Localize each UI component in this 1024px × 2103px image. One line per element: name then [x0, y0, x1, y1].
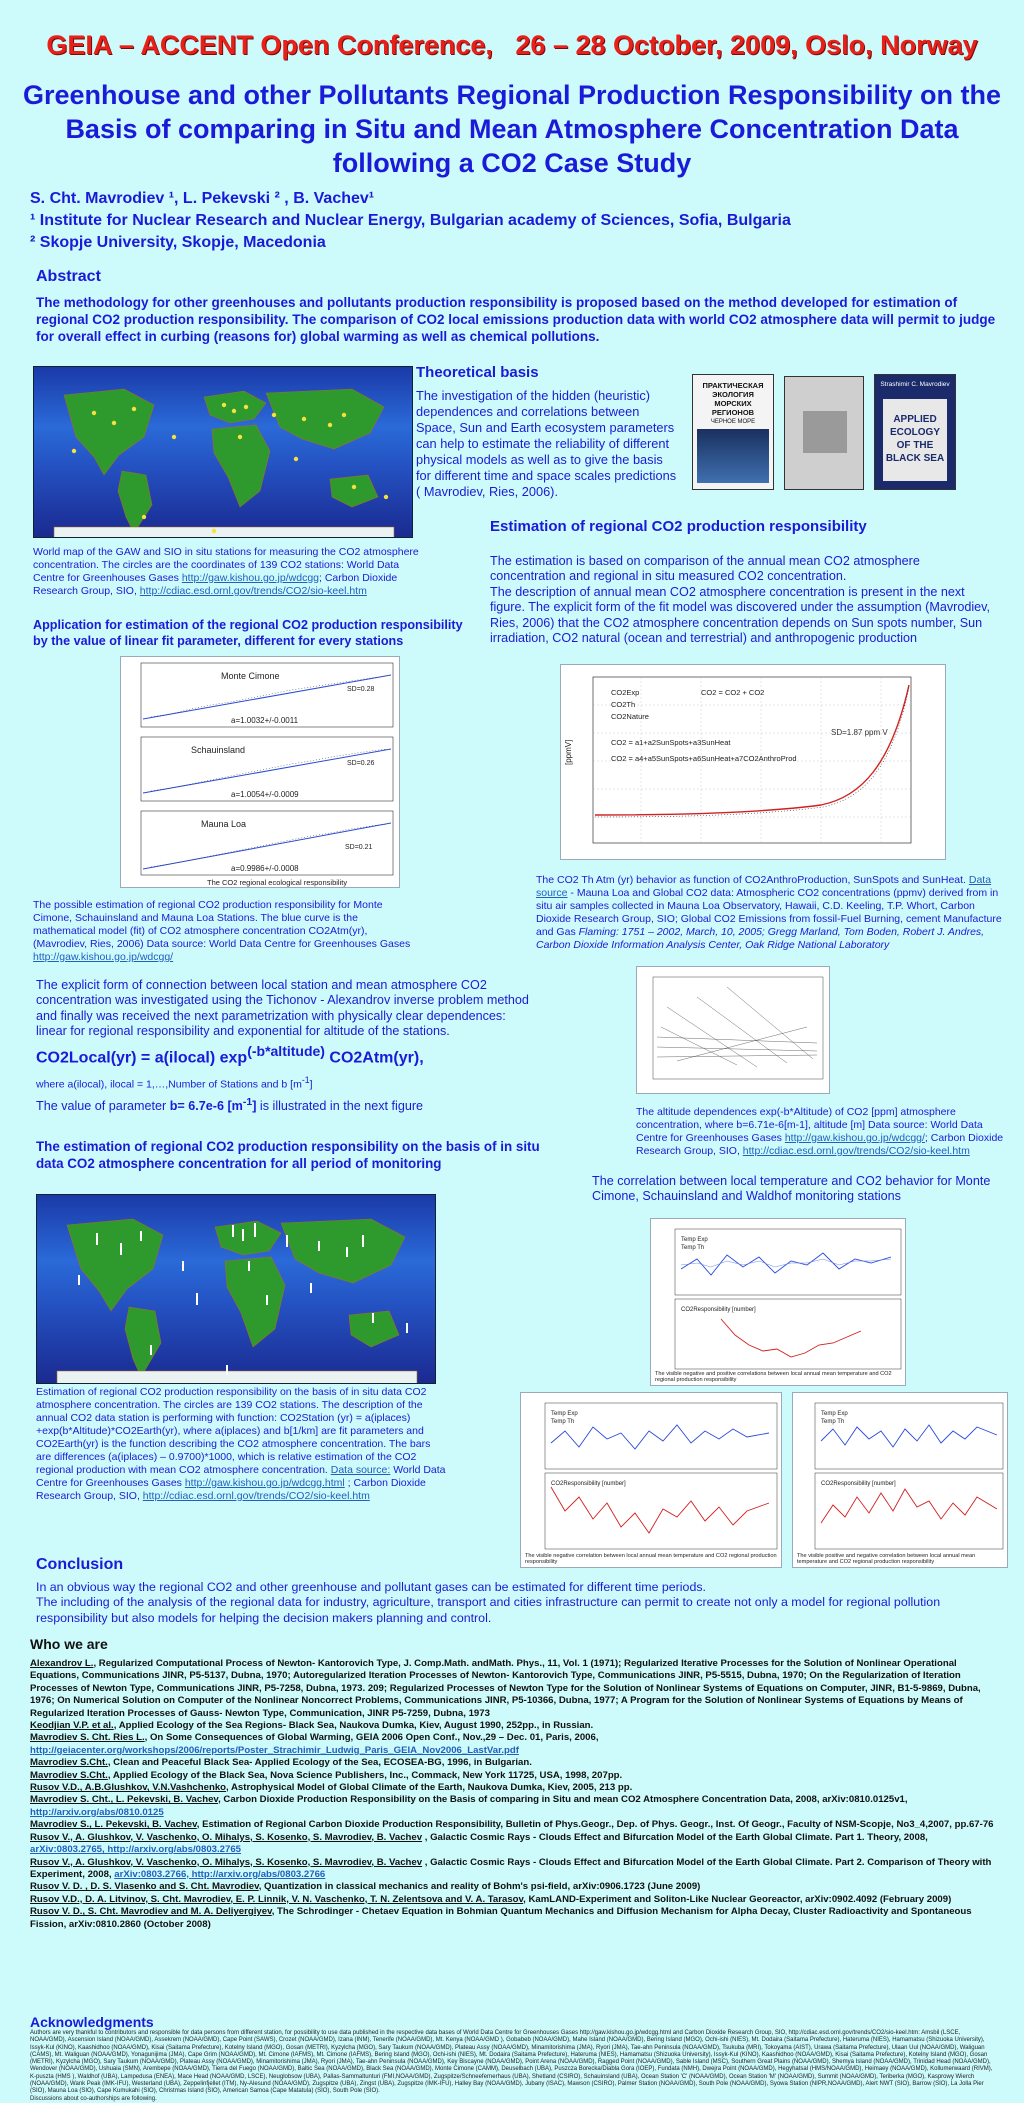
data-points: [151, 749, 387, 791]
application-heading: Application for estimation of the regional CO2 production responsibility by the value of linear fit parameter, different for every stations: [33, 618, 463, 648]
svg-text:CO2Exp: CO2Exp: [611, 688, 640, 697]
monte-cimone-correlation-chart: [650, 1218, 906, 1386]
reference-text: , Estimation of Regional Carbon Dioxide Production Responsibility, Bulletin of Phys.Geogr., Dep. of Phys. Geogr., Inst. Of Geogr., Faculty of NSM-Scopje, No3_4,2007, pp.67-76: [196, 1819, 994, 1831]
svg-text:CO2 = CO2 + CO2: CO2 = CO2 + CO2: [701, 688, 765, 697]
waldhof-correlation-chart: [792, 1392, 1008, 1568]
svg-text:CO2 = a4+a5SunSpots+a6SunHeat+: CO2 = a4+a5SunSpots+a6SunHeat+a7CO2AnthroProd: [611, 754, 797, 763]
co2-resp-line: [721, 1319, 861, 1357]
reference-author: Alexandrov L.: [30, 1658, 94, 1669]
reference-text: , Galactic Cosmic Rays - Clouds Effect and Bifurcation Model of the Earth Global Climate. Part 1. Theory, 2008,: [422, 1831, 928, 1843]
formula-where: where a(ilocal), ilocal = 1,…,Number of Stations and b $[m^{-1}]$: [36, 1075, 313, 1091]
reference-item: [30, 1832, 998, 1857]
correlation-top-caption: The visible negative and positive correlations between local annual mean temperature and CO2 regional production responsibility: [655, 1371, 892, 1384]
co2-fit-curve: [595, 685, 909, 815]
book-cover-photo: [803, 411, 847, 453]
panel-mauna-loa: [141, 811, 393, 875]
co2-atm-chart: [560, 664, 946, 860]
temp-exp-line: [551, 1425, 769, 1449]
svg-text:CO2 = a1+a2SunSpots+a3SunHeat: CO2 = a1+a2SunSpots+a3SunHeat: [611, 738, 731, 747]
reference-link[interactable]: http://arxiv.org/abs/0810.0125: [30, 1806, 164, 1818]
legend-temp-th: Temp Th: [821, 1419, 845, 1425]
reference-text: , The Schrodinger - Chetaev Equation in Bohmian Quantum Mechanics and Diffusion Mechanism for Alpha Decay, Cluster Radioactivity and Spontaneous Fission, arXiv:0810.2860 (October 2008): [30, 1906, 972, 1930]
co2-atm-svg: [561, 665, 947, 861]
reference-item: [30, 1732, 998, 1757]
reference-item: [30, 1658, 998, 1720]
reference-item: [30, 1770, 998, 1782]
correlation-right-svg: [793, 1393, 1009, 1555]
map1-caption: World map of the GAW and SIO in situ stations for measuring the CO2 atmosphere concentration. The circles are the coordinates of 139 CO2 stations: World Data Centre for Greenhouses Gases http://gaw.kishou.go.jp/wdcgg; Carbon Dioxide Research Group, SIO, http://cdiac.esd.ornl.gov/trends/CO2/sio-keel.htm: [33, 546, 419, 597]
legend-formulas: [611, 688, 797, 763]
fit-line: [143, 675, 391, 719]
affiliation-1: ¹ Institute for Nuclear Research and Nuclear Energy, Bulgarian academy of Sciences, Sofia, Bulgaria: [30, 212, 791, 229]
author-block: [30, 188, 990, 254]
correlation-heading: The correlation between local temperature and CO2 behavior for Monte Cimone, Schauinsland and Waldhof monitoring stations: [592, 1174, 991, 1204]
reference-text: , Applied Ecology of the Sea Regions- Black Sea, Naukova Dumka, Kiev, August 1990, 252pp., in Russian.: [113, 1720, 594, 1732]
reference-author: Rusov V.D., D. A. Litvinov, S. Cht. Mavrodiev, E. P. Linnik, V. N. Vaschenko, T. N. Zelentsova and V. A. Tarasov: [30, 1893, 524, 1905]
abstract-text: The methodology for other greenhouses and pollutants production responsibility is proposed based on the method developed for estimation of regional CO2 production responsibility. The comparison of CO2 local emissions production data with world CO2 atmosphere data will permit to judge for overall effect in curbing (reasons for) global warming as well as chemical pollutions.: [36, 295, 996, 344]
reference-item: [30, 1782, 998, 1794]
station-name: Schauinsland: [191, 745, 246, 755]
station-formula: a=1.0054+/-0.0009: [231, 790, 299, 799]
legend-resp: CO2Responsibility [number]: [821, 1481, 896, 1487]
reference-text: , Regularized Computational Process of Newton- Kantorovich Type, J. Comp.Math. andMath. Phys., 11, Vol. 1 (1971); Regularized Iterative Processes for the Solution of Nonlinear Operational Equations, Communications JINR, P5-5137, Dubna, 1970; Autoregularized Iteration Processes of Newton- Kantorovich Type, Communications JINR, P5-5515, Dubna, 1970; On the Regularization of Iteration Processes of Newton Type, Communications JINR, P5-7258, Dubna, 1973. 209; Regularized Processes of Newton Type for the Solution of Nonlinear Systems of Equations on Computer, JINR, B1-5-9869, Dubna, 1976; On Numerical Solution on Computer of the Nonlinear Noncorrect Problems, Communications JINR, P5-10366, Dubna, 1977; A Program for the Solution of Nonlinear Systems of Equations by Means of Regularized Iteration Processes of Gauss- Newton Type, Communication, JINR P5-7259, Dubna, 1973: [30, 1658, 981, 1719]
continents: [54, 389, 394, 538]
reference-item: [30, 1857, 998, 1882]
correlation-top-svg: [651, 1219, 907, 1375]
book-cover-clean-black-sea: [784, 376, 864, 490]
cdiac-link[interactable]: http://cdiac.esd.ornl.gov/trends/CO2/sio-keel.htm: [742, 1145, 970, 1157]
reference-item: [30, 1794, 998, 1819]
station-sd: SD=0.28: [347, 686, 375, 693]
reference-author: Rusov V., A. Glushkov, V. Vaschenko, O. Mihalys, S. Kosenko, S. Mavrodiev, B. Vachev: [30, 1831, 423, 1843]
conclusion-paragraph-1: In an obvious way the regional CO2 and other greenhouse and pollutant gases can be estimated for different time periods.: [36, 1580, 706, 1594]
reference-author: Rusov V. D., S. Cht. Mavrodiev and M. A. Deliyergiyev: [30, 1906, 272, 1918]
theory-text: The investigation of the hidden (heuristic) dependences and correlations between Space, Sun and Earth ecosystem parameters can help to estimate the reliability of different physical models as well as to give the basis for different time and space scales predictions ( Mavrodiev, Ries, 2006).: [416, 388, 677, 499]
reference-link[interactable]: http://geiacenter.org/workshops/2006/reports/Poster_Strachimir_Ludwig_Paris_GEIA_Nov2006_LastVar.pdf: [30, 1744, 519, 1756]
book-cover-art: [697, 429, 769, 483]
correlation-left-svg: [521, 1393, 783, 1555]
correlation-right-caption: The visible positive and negative correlation between local annual mean temperature and CO2 regional production responsibility: [797, 1553, 976, 1566]
chart-sd-label: SD=1.87 ppm V: [831, 728, 888, 737]
altitude-scatter: [657, 987, 817, 1067]
co2-resp-line: [821, 1489, 997, 1523]
reference-text: , KamLAND-Experiment and Soliton-Like Nuclear Georeactor, arXiv:0902.4092 (February 2009): [523, 1893, 952, 1905]
authors: S. Cht. Mavrodiev ¹, L. Pekevski ² , B. Vachev¹: [30, 190, 375, 207]
wdcgg-link[interactable]: http://gaw.kishou.go.jp/wdcgg.html: [184, 1477, 345, 1489]
chart-ylabel: [ppmV]: [564, 739, 573, 765]
reference-item: [30, 1819, 998, 1831]
temp-panel: [545, 1403, 777, 1469]
altitude-chart: [636, 966, 830, 1094]
correlation-left-caption: The visible negative correlation between local annual mean temperature and CO2 regional production responsibility: [525, 1553, 777, 1566]
references-list: [30, 1658, 998, 1931]
world-map-svg: [34, 367, 413, 538]
model-formula: CO2Local(yr) = a(ilocal) $\exp^{(-b*altitude)} CO2Atm(yr)$,: [36, 1043, 424, 1067]
panel-monte-cimone: [141, 663, 393, 727]
parameter-b-text: The value of parameter b= 6.7e-6 $[m^{-1}]$ is illustrated in the next figure: [36, 1096, 424, 1114]
poster-title: Greenhouse and other Pollutants Regional Production Responsibility on the Basis of comparing in Situ and Mean Atmosphere Concentration Data following a CO2 Case Study: [22, 80, 1002, 178]
application-caption: The possible estimation of regional CO2 production responsibility for Monte Cimone, Schauinsland and Mauna Loa Stations. The blue curve is the mathematical model (fit) of CO2 atmosphere concentration CO2Atm(yr), (Mavrodiev, Ries, 2006) Data source: World Data Centre for Greenhouses Gases http://gaw.kishou.go.jp/wdcgg/: [33, 899, 411, 963]
legend-temp-exp: Temp Exp: [821, 1411, 848, 1417]
legend-resp: CO2Responsibility [number]: [551, 1481, 626, 1487]
reference-item: [30, 1906, 998, 1931]
acknowledgments-heading: Acknowledgments: [30, 2014, 154, 2030]
reference-text: , Carbon Dioxide Production Responsibility on the Basis of comparing in Situ and mean CO2 Atmosphere Concentration Data, 2008, arXiv:0810.0125v1,: [218, 1794, 908, 1806]
legend-resp: CO2Responsibility [number]: [681, 1307, 756, 1313]
reference-author: Mavrodiev S. Cht., L. Pekevski, B. Vachev: [30, 1794, 219, 1806]
who-heading: Who we are: [30, 1636, 108, 1652]
svg-text:CO2Th: CO2Th: [611, 700, 636, 709]
reference-text: , Clean and Peaceful Black Sea- Applied Ecology of the Sea, ECOSEA-BG, 1996, in Bulgarian.: [107, 1757, 532, 1769]
responsibility-world-map: [36, 1194, 436, 1384]
wdcgg-link[interactable]: http://gaw.kishou.go.jp/wdcgg/: [784, 1132, 925, 1144]
reference-link[interactable]: arXiv:0803.2766, http://arxiv.org/abs/0803.2766: [114, 1868, 326, 1880]
data-source-link[interactable]: Data source: [536, 874, 992, 899]
reference-author: Mavrodiev S. Cht. Ries L.: [30, 1732, 145, 1744]
estimation-text: The estimation is based on comparison of the annual mean CO2 atmosphere concentration and regional in situ measured CO2 concentration. The description of annual mean CO2 atmosphere concentration is present in the next figure. The explicit form of the fit model was discovered under the assumption (Mavrodiev, Ries, 2006) that the CO2 atmosphere concentration depends on Sun spots number, Sun irradiation, CO2 natural (ocean and terrestrial) and anthropogenic production: [490, 554, 991, 646]
reference-author: Rusov V., A. Glushkov, V. Vaschenko, O. Mihalys, S. Kosenko, S. Mavrodiev, B. Vachev: [30, 1856, 423, 1868]
plot-frame: [653, 977, 823, 1079]
abstract-heading: Abstract: [36, 268, 101, 285]
station-sd: SD=0.21: [345, 844, 373, 851]
reference-text: , Astrophysical Model of Global Climate of the Earth, Naukova Dumka, Kiev, 2005, 213 pp.: [226, 1782, 633, 1794]
wdcgg-link[interactable]: http://gaw.kishou.go.jp/wdcgg/: [33, 951, 174, 963]
co2-data-curve: [595, 687, 909, 817]
co2-atm-caption: The CO2 Th Atm (yr) behavior as function of CO2AnthroProduction, SunSpots and SunHeat. Data source - Mauna Loa and Global CO2 data: Atmospheric CO2 concentrations (ppmv) derived from in situ air samples collected in Mauna Loa Observatory, Hawaii, C.D. Keeling, T.P. Whort, Carbon Dioxide Research Group, SIO; Global CO2 Emissions from fossil-Fuel Burning, cement Manufacture and Gas Flaming: 1751 – 2002, March, 10, 2005; Gregg Marland, Tom Boden, Robert J. Andres, Carbon Dioxide Information Analysis Center, Oak Ridge National Laboratory: [536, 874, 1002, 951]
figure-xlabel: The CO2 regional ecological responsibility: [207, 878, 348, 887]
station-name: Mauna Loa: [201, 819, 247, 829]
theory-heading: Theoretical basis: [416, 364, 539, 381]
world-map-2-svg: [37, 1195, 436, 1384]
explicit-text: The explicit form of connection between local station and mean atmosphere CO2 concentration was investigated using the Tichonov - Alexandrov inverse problem method and finally was received the next parametrization with physically clear dependences: linear for regional responsibility and exponential for altitude of the stations.: [36, 978, 529, 1039]
reference-author: Rusov V. D. , D. S. Vlasenko and S. Cht. Mavrodiev: [30, 1881, 259, 1893]
affiliation-2: ² Skopje University, Skopje, Macedonia: [30, 234, 326, 251]
reference-author: Mavrodiev S.Cht.: [30, 1757, 108, 1769]
conclusion-heading: Conclusion: [36, 1556, 124, 1573]
conclusion-paragraph-2: The including of the analysis of the regional data for industry, agriculture, transport and cities infrastructure can permit to create not only a model for regional pollution responsibility but also models for helping the decision makers planning and control.: [36, 1595, 941, 1625]
book-cover-black-sea-practical-ecology: ПРАКТИЧЕСКАЯ ЭКОЛОГИЯ МОРСКИХ РЕГИОНОВ ЧЕРНОЕ МОРЕ: [692, 374, 774, 490]
acknowledgments-text: Authors are very thankful to contributors and responsible for data persons from different station, for possibility to use data published in the respective data bases of World Data Centre for Greenhouses Gases http://gaw.kishou.go.jp/wdcgg.html and Carbon Dioxide Research Group, SIO, http://cdiac.esd.ornl.gov/trends/CO2/sio-keel.htm: Amsbil (LSCE, NOAA/GMD), Ascension Island (NOAA/GMD), Assekrem (NOAA/GMD), Cape Point (SAWS), Crozet (NOAA/GMD), Izana (INM), Tenerife (NOAA/GMD), Mt. Kenya (NOAA/GMD ), Gobabeb (NOAA/GMD), Mahe Island (NOAA/GMD), Bering Island (MGO), Ochi-ishi (NIES), Mt. Dodaira (Saitama Prefecture), Hateruma (NIES), Hamamatsu (Shizuoka University), Issyk-Kul (KINO), Kaashidhoo (NOAA/GMD), Kisai (Saitama Prefecture), Kotelny Island (MGO), Gosan (METRI), Kyzylcha (MGO), Sary Taukum (NOAA/GMD), Plateau Assy (NOAA/GMD), Minamitorishima (JMA), Ryori (JMA), Tae-ahn Peninsula (NOAA/GMD), Tsukuba (MRI), Tokoyama (AIST), Urawa (Saitama Prefecture), Ulaan Uul (NOAA/GMD), Waliguan (CAMS), Mt. Waliguan (NOAA/GMD), Yonagunijima (JMA), Cape Grim (NOAA/GMD), Mt. Cimone (IAFMS), Mt. Cimone (IAFMS), Bering Island (MGO), Ochi-ishi (NIES), Mt. Dodaira (Saitama Prefecture), Hateruma (NIES), Hamamatsu (Shizuoka University), Issyk-Kul (KINO), Kaashidhoo (NOAA/GMD), Kisai (Saitama Prefecture), Kotelny Island (MGO), Gosan (METRI), Kyzylcha (MGO), Sary Taukum (NOAA/GMD), Plateau Assy (NOAA/GMD), Minamitorishima (JMA), Ryori (JMA), Tae-ahn Peninsula (NOAA/GMD), Key Biscayne (NOAA/GMD), Point Arena (NOAA/GMD), Ragged Point (NOAA/GMD), Sable Island (MSC), Southern Great Plains (NOAA/GMD), Shemya Island (NOAA/GMD), Trinidad Head (NOAA/GMD), Wendover (NOAA/GMD), Ushuaia (SMN), Arembepe (NOAA/GMD), Tierra del Fuego (NOAA/GMD), Baltic Sea (NOAA/GMD), Black Sea (NOAA/GMD), Monte Cimone (CAMM), Deuselbach (UBA), Puszcza Borecka/Diabla Gora (IOEP), Fundata (NMH), Dwejra Point (NOAA/GMD), Hegyhatsal (HMS/NOAA/GMD), Heimaey (NOAA/GMD), Kollumerwaard (RIVM), K-puszta (HMS ), Waldhof (UBA), Lampedusa (ENEA), Mace Head (NOAA/GMD, LSCE), Neuglobsow (UBA), Pallas-Sammaltunturi (FMI,NOAA/GMD), Zugspitze/Schneefernerhaus (UBA), Shetland (CSIRO), Schauinsland (UBA), Ocean Station 'C' (NOAA/GMD), Ocean Station 'M' (NOAA/GMD), Summit (NOAA/GMD), Teriberka (MGO), Kasprowy Wierch (NOAA/GMD), Wank Peak (IMK-IFU), Westerland (UBA), Zeppelinfjellet (ITM), Ny-Alesund (NOAA/GMD), Zugspitze (UBA), Zingst (UBA), Zugspitze (IMK-IFU), Halley Bay (NOAA/GMD), Jubany (ISAC), Mawson (CSIRO), Palmer Station (NOAA/GMD), South Pole (NOAA/GMD), Syowa Station (NIPR,NOAA/GMD), Alert NWT (SIO), Barrow (SIO), La Jolla Pier (SIO), Mauna Loa (SIO), Cape Kumukahi (SIO), Christmas Island (SIO), American Samoa (Cape Matatula) (SIO), South Pole (SIO). Discussions about co-authorships are following.: [30, 2030, 993, 2102]
data-source-link[interactable]: Data source:: [330, 1464, 391, 1476]
station-formula: a=0.9986+/-0.0008: [231, 864, 299, 873]
insitu-caption: Estimation of regional CO2 production responsibility on the basis of in situ data CO2 atmosphere concentration. The circles are 139 CO2 stations. The description of the annual CO2 data station is performing with function: CO2Station (yr) = a(iplaces) +exp(b*Altitude)*CO2Earth(yr), where a(iplaces) and b[1/km] are fit parameters and CO2Earth(yr) is the function describing the CO2 atmosphere concentration. The bars are differences (a(iplaces) – 0.9700)*1000, which is relative estimation of the CO2 regional production with mean CO2 atmosphere concentration. Data source: World Data Centre for Greenhouses Gases http://gaw.kishou.go.jp/wdcgg.html ; Carbon Dioxide Research Group, SIO, http://cdiac.esd.ornl.gov/trends/CO2/sio-keel.htm: [36, 1386, 446, 1502]
panel-schauinsland: [141, 737, 393, 801]
cdiac-link[interactable]: http://cdiac.esd.ornl.gov/trends/CO2/sio-keel.htm: [142, 1490, 370, 1502]
altitude-svg: [637, 967, 831, 1095]
fit-line: [143, 749, 391, 793]
reference-author: Mavrodiev S.Cht.: [30, 1769, 108, 1781]
reference-item: [30, 1720, 998, 1732]
legend-temp-th: Temp Th: [551, 1419, 575, 1425]
reference-item: [30, 1894, 998, 1906]
reference-item: [30, 1757, 998, 1769]
station-fit-figure: [120, 656, 400, 888]
insitu-heading: The estimation of regional CO2 production responsibility on the basis of in situ data CO2 atmosphere concentration for all period of monitoring: [36, 1139, 540, 1171]
reference-author: Rusov V.D., A.B.Glushkov, V.N.Vashchenko: [30, 1782, 227, 1794]
gaw-world-map: [33, 366, 413, 538]
altitude-caption: The altitude dependences exp(-b*Altitude) of CO2 [ppm] atmosphere concentration, where b=6.71e-6[m-1], altitude [m] Data source: World Data Centre for Greenhouses Gases http://gaw.kishou.go.jp/wdcgg/; Carbon Dioxide Research Group, SIO, http://cdiac.esd.ornl.gov/trends/CO2/sio-keel.htm: [636, 1106, 1004, 1157]
conclusion-text: [36, 1580, 1002, 1626]
wdcgg-link[interactable]: http://gaw.kishou.go.jp/wdcgg: [181, 572, 319, 584]
book-cover-applied-ecology: Strashimir C. Mavrodiev APPLIED ECOLOGY OF THE BLACK SEA: [874, 374, 956, 490]
conference-banner: GEIA – ACCENT Open Conference, 26 – 28 October, 2009, Oslo, Norway: [46, 30, 978, 60]
legend-temp-th: Temp Th: [681, 1245, 705, 1251]
station-name: Monte Cimone: [221, 671, 280, 681]
reference-text: , Quantization in classical mechanics and reality of Bohm's psi-field, arXiv:0906.1723 (June 2009): [258, 1881, 701, 1893]
schauinsland-correlation-chart: [520, 1392, 782, 1568]
reference-author: Mavrodiev S., L. Pekevski, B. Vachev: [30, 1819, 197, 1831]
reference-text: , Galactic Cosmic Rays - Clouds Effect and Bifurcation Model of the Earth Global Climate. Part 2. Comparison of Theory with Experiment, 2008,: [30, 1856, 992, 1880]
reference-text: , Applied Ecology of the Black Sea, Nova Science Publishers, Inc., Commack, New York 11725, USA, 1998, 207pp.: [107, 1769, 623, 1781]
svg-text:CO2Nature: CO2Nature: [611, 712, 649, 721]
reference-link[interactable]: arXiv:0803.2765, http://arxiv.org/abs/0803.2765: [30, 1844, 242, 1856]
reference-text: , On Some Consequences of Global Warming, GEIA 2006 Open Conf., Nov.,29 – Dec. 01, Paris, 2006,: [144, 1732, 599, 1744]
cdiac-link[interactable]: http://cdiac.esd.ornl.gov/trends/CO2/sio-keel.htm: [139, 585, 367, 597]
estimation-heading: Estimation of regional CO2 production responsibility: [490, 518, 867, 535]
legend-temp-exp: Temp Exp: [551, 1411, 578, 1417]
legend-temp-exp: Temp Exp: [681, 1237, 708, 1243]
station-sd: SD=0.26: [347, 760, 375, 767]
temp-exp-line: [821, 1425, 997, 1447]
reference-item: [30, 1881, 998, 1893]
station-formula: a=1.0032+/-0.0011: [231, 716, 299, 725]
co2-resp-line: [551, 1487, 769, 1533]
station-fit-svg: [121, 657, 401, 889]
reference-author: Keodjian V.P. et al.: [30, 1720, 114, 1732]
